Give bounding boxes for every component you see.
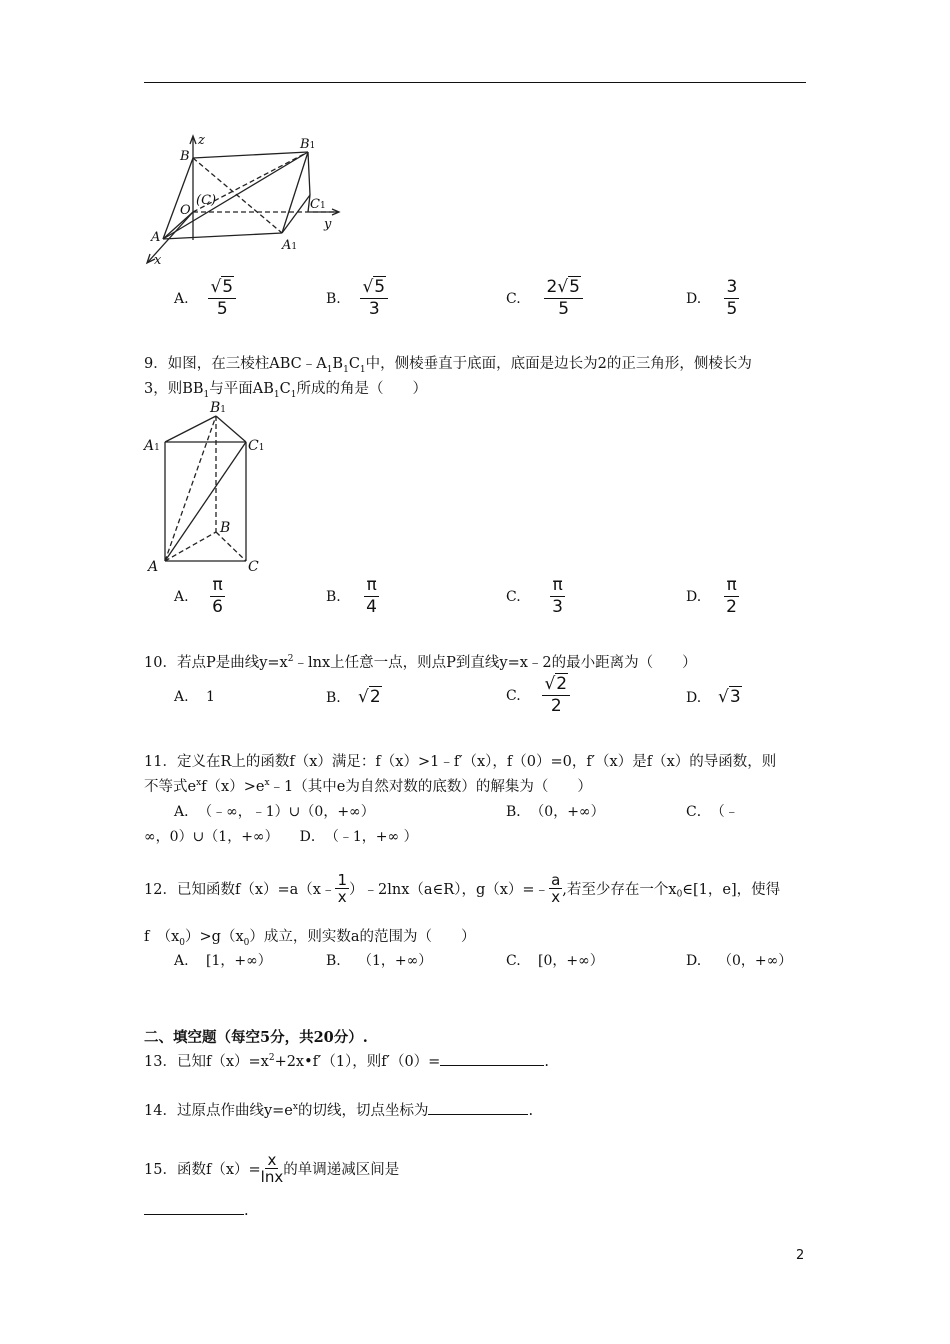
q8-label-O: O [180,203,191,218]
q8-label-z: z [198,133,205,148]
q13-answer-blank[interactable] [440,1051,544,1066]
q9-label-C: C [248,559,259,575]
q8-option-b: B. $\frac{√5}{3}$ [326,278,388,319]
q8-figure [140,130,350,268]
q12-option-b: B. （1，+∞） [326,953,433,969]
q12-option-d: D. （0，+∞） [686,953,793,969]
q11-option-b: B． （0，+∞） [506,804,605,820]
q15-answer-blank[interactable] [144,1200,244,1215]
q10-option-d: D. √3 [686,687,741,707]
q11-text-line1: 11．定义在R上的函数f（x）满足：f（x）>1﹣f′（x），f（0）=0，f′（x）是f（x）的导函数，则 [144,754,777,770]
q8-option-c: C. $\frac{2√5}{5}$ [506,278,583,319]
q9-label-C1: C1 [248,438,265,454]
q9-label-B1: B1 [210,400,227,416]
q14-text: 14．过原点作曲线$y=e^x$的切线，切点坐标为 . [144,1099,533,1120]
q10-text: 10．若点P是曲线$y=x^2﹣\ln x$上任意一点，则点P到直线y=x﹣2的最小距离为（ ） [144,654,697,671]
q9-option-c: C. $\frac{\pi}{3}$ [506,575,563,617]
q10-option-a: A. 1 [174,689,215,705]
q9-text-line1: 9．如图，在三棱柱$ABC﹣A_1B_1C_1$中，侧棱垂直于底面，底面是边长为2的正三角形，侧棱长为 [144,356,752,375]
section-title: 二、填空题（每空5分，共20分）. [144,1029,368,1046]
q11-text-line2: 不等式$e^xf(x)>e^x﹣1$（其中e为自然对数的底数）的解集为（ ） [144,778,592,795]
q9-label-B: B [220,520,231,536]
q13-text: 13．已知$f(x)=x^2+2x•f'(1)$，则f′（0）= . [144,1050,549,1071]
q9-figure [140,396,275,578]
q9-option-b: B. $\frac{\pi}{4}$ [326,575,377,617]
q8-option-d: D. $\frac{3}{5}$ [686,277,738,319]
q9-option-d: D. $\frac{\pi}{2}$ [686,575,737,617]
q11-text-line4: ∞，0）∪（1，+∞） D． （﹣1，+∞ ） [144,829,418,845]
q8-label-B: B [180,149,190,164]
q12-text-line2: f $(x_0)>g(x_0)$成立，则实数a的范围为（ ） [144,929,476,948]
q10-option-c: C. $\frac{√2}{2}$ [506,675,570,716]
q8-label-C1: C1 [310,197,326,212]
q8-label-C: (C) [196,193,217,208]
q8-option-a: A. $\frac{√5}{5}$ [174,278,236,319]
q11-option-a: A． （﹣∞，﹣1）∪（0，+∞） [174,804,375,820]
q12-text-line1: 12．已知函数f（x）=a（x﹣ $\frac{1}{x}$ ）﹣2lnx（a∈R），g（x）=﹣ $\frac{a}{x}$ ,若至少存在一个$x_0\in[1$，e]，使得 [144,871,781,906]
q8-label-A1: A1 [282,238,298,253]
q9-label-A1: A1 [144,438,160,454]
q8-label-A: A [151,230,161,245]
q8-label-y: y [324,217,332,232]
q9-option-a: A. $\frac{\pi}{6}$ [174,575,223,617]
q15-answer-line: . [144,1200,249,1219]
q12-option-c: C. [0，+∞） [506,953,604,969]
q8-label-x: x [154,253,162,268]
q15-text: 15．函数f（x）= $\frac{x}{\ln x}$ 的单调递减区间是 [144,1151,400,1186]
q14-answer-blank[interactable] [428,1100,528,1115]
q9-text-line2: 3，则$BB_1$与平面$AB_1C_1$所成的角是（ ） [144,381,427,400]
q12-option-a: A. [1，+∞） [174,953,272,969]
page-number: 2 [796,1248,805,1263]
q10-option-b: B. √2 [326,687,381,707]
q8-label-B1: B1 [300,137,316,152]
q9-label-A: A [148,559,159,575]
header-rule [144,82,806,83]
q11-option-c: C． （﹣ [686,804,739,820]
